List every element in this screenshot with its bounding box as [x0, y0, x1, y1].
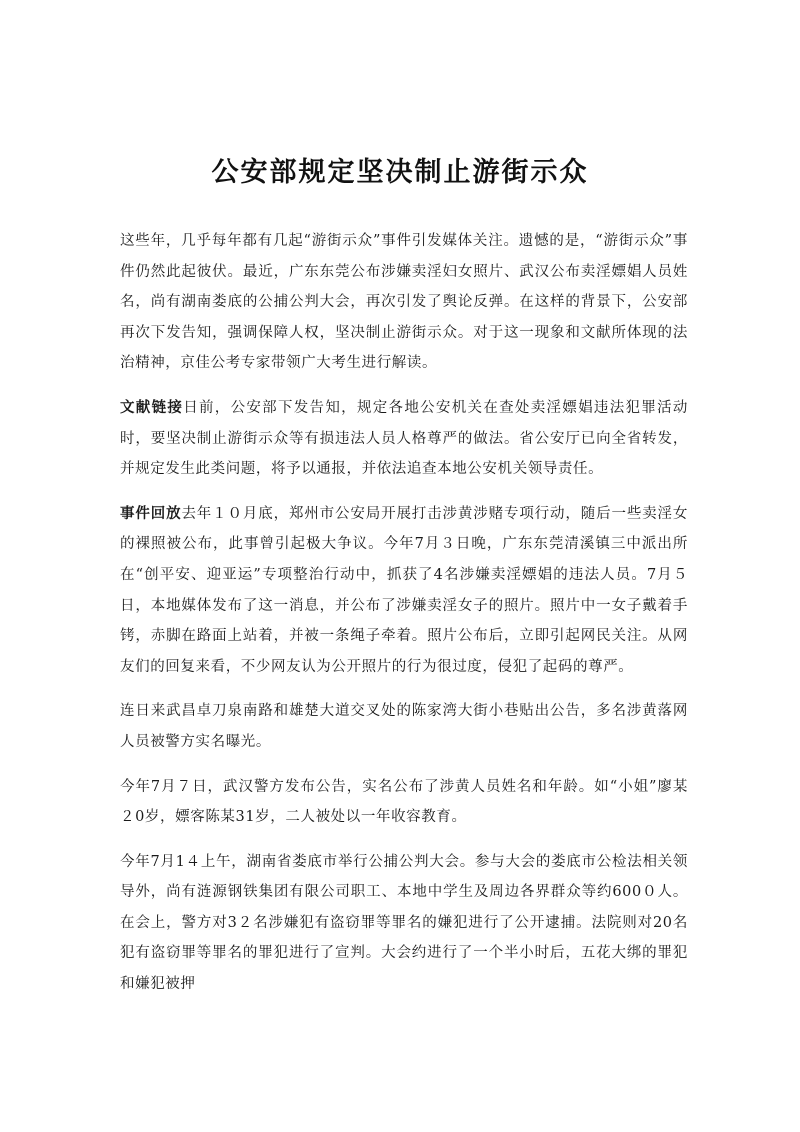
paragraph-text: 连日来武昌卓刀泉南路和雄楚大道交叉处的陈家湾大街小巷贴出公告，多名涉黄落网人员被警方实名曝光。: [120, 703, 688, 750]
document-body: [120, 226, 688, 1014]
paragraph-wuchang: [120, 696, 688, 757]
paragraph-loudi: [120, 847, 688, 1000]
document-title: 公安部规定坚决制止游街示众: [211, 157, 589, 188]
paragraph-text: 去年１０月底，郑州市公安局开展打击涉黄涉赌专项行动，随后一些卖淫女的裸照被公布，此事曾引起极大争议。今年7月３日晚，广东东莞清溪镇三中派出所在“创平安、迎亚运”专项整治行动中，抓获了4名涉嫌卖淫嫖娼的违法人员。7月５日，本地媒体发布了这一消息，并公布了涉嫌卖淫女子的照片。照片中一女子戴着手铐，赤脚在路面上站着，并被一条绳子牵着。照片公布后，立即引起网民关注。从网友们的回复来看，不少网友认为公开照片的行为很过度，侵犯了起码的尊严。: [120, 505, 688, 675]
paragraph-text: 这些年，几乎每年都有几起“游街示众”事件引发媒体关注。遗憾的是，“游街示众”事件仍然此起彼伏。最近，广东东莞公布涉嫌卖淫妇女照片、武汉公布卖淫嫖娼人员姓名，尚有湖南娄底的公捕公判大会，再次引发了舆论反弹。在这样的背景下，公安部再次下发告知，强调保障人权，坚决制止游街示众。对于这一现象和文献所体现的法治精神，京佳公考专家带领广大考生进行解读。: [120, 233, 688, 372]
paragraph-lead: 事件回放: [120, 505, 182, 522]
paragraph-text: 日前，公安部下发告知，规定各地公安机关在查处卖淫嫖娼违法犯罪活动时，要坚决制止游街示众等有损违法人员人格尊严的做法。省公安厅已向全省转发，并规定发生此类问题，将予以通报，并依法追查本地公安机关领导责任。: [120, 399, 688, 478]
paragraph-text: 今年7月７日，武汉警方发布公告，实名公布了涉黄人员姓名和年龄。如“小姐”廖某２0岁，嫖客陈某31岁，二人被处以一年收容教育。: [120, 778, 688, 826]
paragraph-text: 今年7月1４上午，湖南省娄底市举行公捕公判大会。参与大会的娄底市公检法相关领导外，尚有涟源钢铁集团有限公司职工、本地中学生及周边各界群众等约600０人。在会上，警方对3２名涉嫌犯有盗窃罪等罪名的嫌犯进行了公开逮捕。法院则对20名犯有盗窃罪等罪名的罪犯进行了宣判。大会约进行了一个半小时后，五花大绑的罪犯和嫌犯被押: [120, 853, 688, 993]
paragraph-event-replay: [120, 499, 688, 683]
paragraph-intro: [120, 226, 688, 379]
paragraph-lead: 文献链接: [120, 399, 184, 416]
paragraph-document-link: [120, 393, 688, 485]
paragraph-wuhan: [120, 772, 688, 833]
